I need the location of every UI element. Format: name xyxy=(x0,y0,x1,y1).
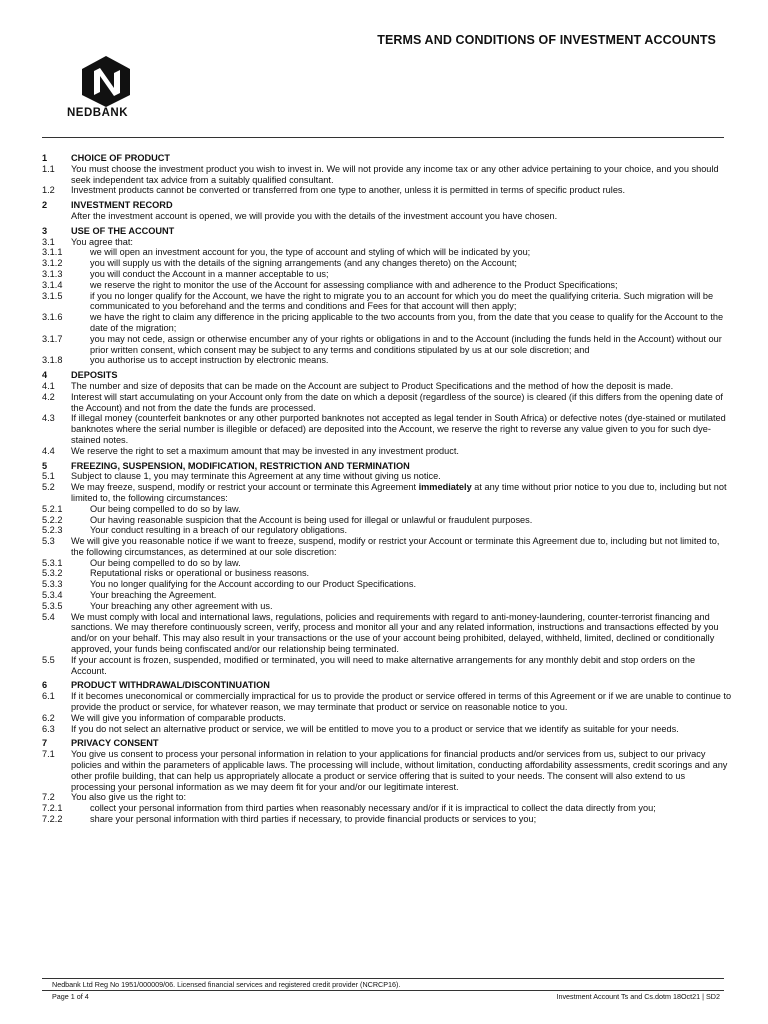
sub-clause: 3.1.6 we have the right to claim any difference in the pricing applicable to the two accounts from you, from the date that you cease to qualify for the Account to the date of the migration; xyxy=(42,312,724,333)
section-heading: 5 FREEZING, SUSPENSION, MODIFICATION, RESTRICTION AND TERMINATION xyxy=(42,460,410,471)
sub-clause: 3.1.5 if you no longer qualify for the Account, we have the right to migrate you to an account for which you do meet the qualifying criteria. Such migration will be communicated to you beforehand and the terms and conditions and Fees for that account will then apply; xyxy=(42,290,714,312)
sub-clause: 5.2.3 Your conduct resulting in a breach of our regulatory obligations. xyxy=(42,525,348,536)
sub-clause: 5.3.1 Our being compelled to do so by law. xyxy=(42,557,241,568)
clause: 4.1 The number and size of deposits that can be made on the Account are subject to Product Specifications and the method of how the deposit is made. xyxy=(42,380,674,391)
clause: 4.4 We reserve the right to set a maximum amount that may be invested in any investment product. xyxy=(42,445,459,456)
sub-clause: 3.1.2 you will supply us with the details of the signing arrangements (and any changes thereto) on the Account; xyxy=(42,258,517,269)
clause: 3.1 You agree that: xyxy=(42,236,133,247)
clause: 5.2 We may freeze, suspend, modify or restrict your account or terminate this Agreement immediately at any time without prior notice to you due to, including but not limited to, the following circumstances: xyxy=(42,482,727,503)
document-reference: Investment Account Ts and Cs.dotm 18Oct21 | SD2 xyxy=(556,992,720,1001)
clause: 7.2 You also give us the right to: xyxy=(42,792,187,803)
sub-clause: 7.2.1 collect your personal information from third parties when reasonably necessary and/or if it is impractical to collect the data directly from you; xyxy=(42,803,656,814)
registration-note: Nedbank Ltd Reg No 1951/000009/06. Licensed financial services and registered credit provider (NCRCP16). xyxy=(52,980,401,989)
clause: 7.1 You give us consent to process your personal information in relation to your applications for financial products and/or services from us, subject to our privacy policies and within the parameters of applicable laws. The processing will include, without limitation, conducting affordability assessments, credit scorings and any other profile building, that can help us appropriately allocate a product or service offering that is suited to your needs. The consent will also extend to us processing your personal information as we may deem fit for your and/or our legitimate interest. xyxy=(42,749,728,792)
document-body xyxy=(42,153,732,825)
clause: 5.5 If your account is frozen, suspended, modified or terminated, you will need to make alternative arrangements for any monthly debit and stop orders on the Account. xyxy=(42,654,696,676)
sub-clause: 7.2.2 share your personal information with third parties if necessary, to provide financial products or services to you; xyxy=(42,814,537,825)
sub-clause: 5.3.2 Reputational risks or operational or business reasons. xyxy=(42,568,310,579)
section-heading: 6 PRODUCT WITHDRAWAL/DISCONTINUATION xyxy=(42,680,270,691)
section-heading: 3 USE OF THE ACCOUNT xyxy=(42,225,175,236)
clause: 6.3 If you do not select an alternative product or service, we will be entitled to move you to a product or service that we identify as suitable for your needs. xyxy=(42,723,679,734)
nedbank-logo-icon xyxy=(80,55,132,107)
header-divider xyxy=(42,137,724,138)
clause: 5.1 Subject to clause 1, you may terminate this Agreement at any time without giving us notice. xyxy=(42,471,441,482)
sub-clause: 5.2.2 Our having reasonable suspicion that the Account is being used for illegal or unlawful or fraudulent purposes. xyxy=(42,514,533,525)
clause: 4.3 If illegal money (counterfeit banknotes or any other purported banknotes not accepted as legal tender in South Africa) or defective notes (dye-stained or mutilated banknotes where the serial number is illegible or defaced) are deposited into the Account, we reserve the right to reverse any value given to you for such dye-stained notes. xyxy=(42,413,726,445)
sub-clause: 3.1.4 we reserve the right to monitor the use of the Account for assessing compliance with and adherence to the Product Specifications; xyxy=(42,279,618,290)
sub-clause: 3.1.1 we will open an investment account for you, the type of account and styling of which will be indicated by you; xyxy=(42,247,531,258)
section-heading: 1 CHOICE OF PRODUCT xyxy=(42,153,171,163)
clause: 4.2 Interest will start accumulating on your Account only from the date on which a deposit (regardless of the source) is cleared (if this differs from the opening date of the Account) and not from the date the funds are processed. xyxy=(42,391,723,413)
sub-clause: 5.3.5 Your breaching any other agreement with us. xyxy=(42,600,273,611)
sub-clause: 5.2.1 Our being compelled to do so by law. xyxy=(42,503,241,514)
clause: 6.1 If it becomes uneconomical or commercially impractical for us to provide the product or service offered in terms of this Agreement or if we are unable to continue to provide the product or service, for whatever reason, we may terminate that product or service on reasonable notice to you. xyxy=(42,691,732,713)
footer-divider xyxy=(42,978,724,979)
sub-clause: 3.1.7 you may not cede, assign or otherwise encumber any of your rights or obligations in and to the Account (including the funds held in the Account) without our prior written consent, which consent may be subject to any terms and conditions stipulated by us at our sole discretion; and xyxy=(42,333,722,355)
clause: 1.2 Investment products cannot be converted or transferred from one type to another, unless it is permitted in terms of specific product rules. xyxy=(42,185,626,196)
emphasis-immediately: immediately xyxy=(418,482,472,493)
page-number: Page 1 of 4 xyxy=(52,992,89,1001)
paragraph: After the investment account is opened, we will provide you with the details of the investment account you have chosen. xyxy=(71,210,558,221)
footer-divider xyxy=(42,990,724,991)
sub-clause: 3.1.8 you authorise us to accept instruction by electronic means. xyxy=(42,355,329,366)
clause: 5.4 We must comply with local and international laws, regulations, policies and requirements with regard to anti-money-laundering, counter-terrorist financing and sanctions. We may therefore continuously screen, verify, process and monitor all your and any related information, instructions and transactions effected by you and/or on your behalf. This may also result in your transactions or the use of your account being prohibited, delayed, withheld, limited, declined or conditionally approved, your funds being confiscated and/or our relationship being terminated. xyxy=(42,611,719,655)
section-heading: 7 PRIVACY CONSENT xyxy=(42,738,159,749)
clause: 1.1 You must choose the investment product you wish to invest in. We will not provide any income tax or any other advice pertaining to your choice, and you should seek independent tax advice from a suitably qualified consultant. xyxy=(42,163,719,185)
brand-name: NEDBANK xyxy=(67,107,128,119)
section-heading: 2 INVESTMENT RECORD xyxy=(42,200,173,211)
clause: 5.3 We will give you reasonable notice if we want to freeze, suspend, modify or restrict your Account or terminate this Agreement due to, including but not limited to, the following circumstances, as determined at our sole discretion: xyxy=(42,536,720,557)
sub-clause: 3.1.3 you will conduct the Account in a manner acceptable to us; xyxy=(42,268,329,279)
clause: 6.2 We will give you information of comparable products. xyxy=(42,712,286,723)
sub-clause: 5.3.3 You no longer qualifying for the Account according to our Product Specifications. xyxy=(42,579,417,590)
document-title: TERMS AND CONDITIONS OF INVESTMENT ACCOUNTS xyxy=(377,33,716,47)
sub-clause: 5.3.4 Your breaching the Agreement. xyxy=(42,590,217,601)
section-heading: 4 DEPOSITS xyxy=(42,370,118,381)
